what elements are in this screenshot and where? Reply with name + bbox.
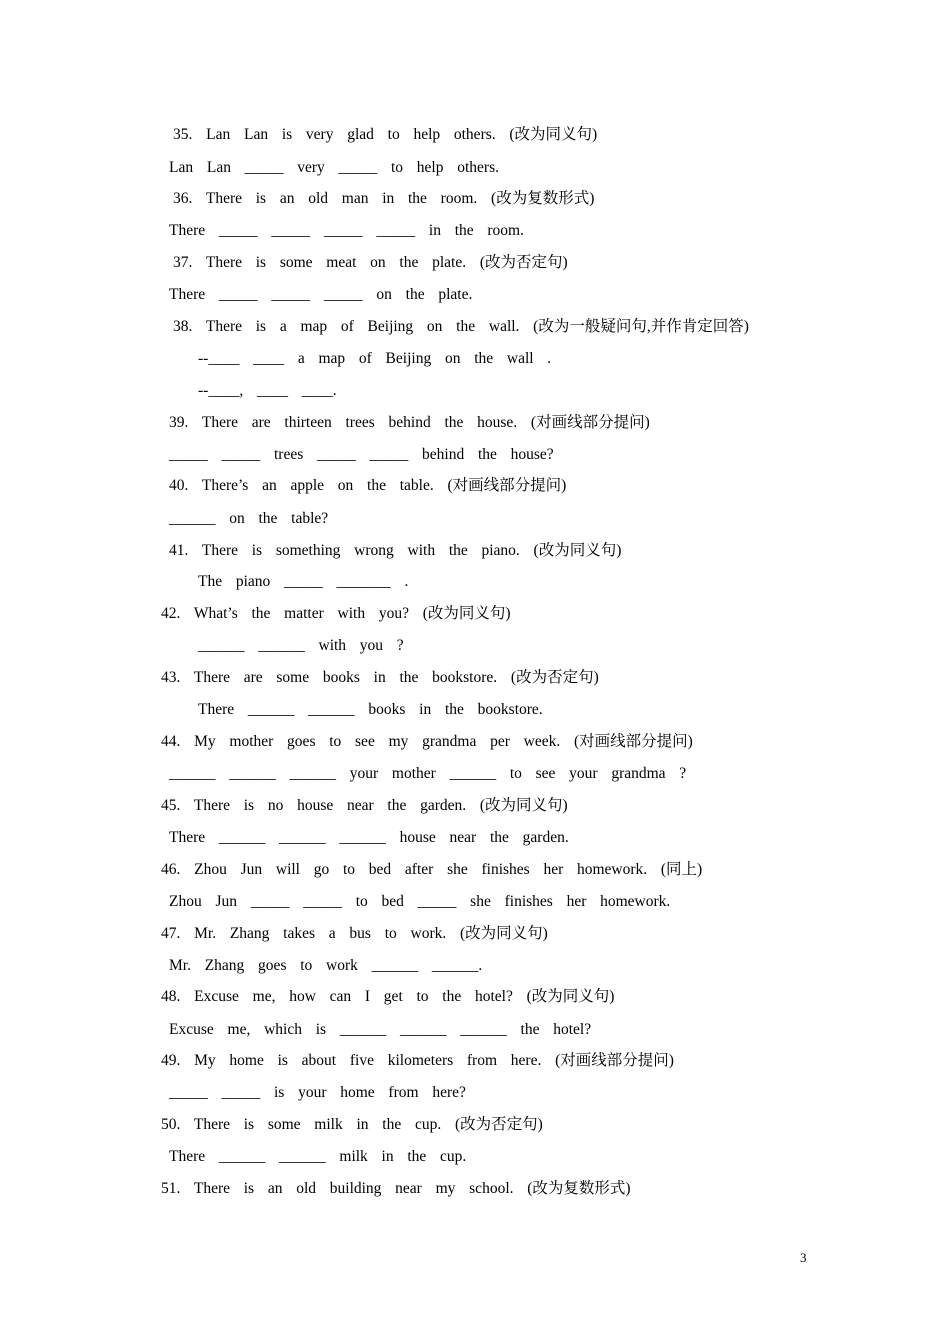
answer-46: Zhou Jun _____ _____ to bed _____ she finishes her homework. (169, 893, 671, 910)
answer-36: There _____ _____ _____ _____ in the room. (169, 222, 524, 239)
question-51: 51. There is an old building near my school. (改为复数形式) (161, 1180, 631, 1197)
question-48: 48. Excuse me, how can I get to the hotel? (改为同义句) (161, 988, 615, 1005)
question-46: 46. Zhou Jun will go to bed after she finishes her homework. (同上) (161, 861, 703, 878)
answer-42: ______ ______ with you ? (198, 637, 404, 654)
answer-45: There ______ ______ ______ house near the garden. (169, 829, 569, 846)
answer-37: There _____ _____ _____ on the plate. (169, 286, 473, 303)
answer-50: There ______ ______ milk in the cup. (169, 1148, 467, 1165)
answer-35: Lan Lan _____ very _____ to help others. (169, 159, 499, 176)
question-45: 45. There is no house near the garden. (改为同义句) (161, 797, 568, 814)
answer-38-reply: --____, ____ ____. (198, 382, 337, 399)
page-number: 3 (800, 1250, 807, 1265)
question-44: 44. My mother goes to see my grandma per week. (对画线部分提问) (161, 733, 693, 750)
question-40: 40. There’s an apple on the table. (对画线部分提问) (169, 477, 567, 494)
question-43: 43. There are some books in the bookstore. (改为否定句) (161, 669, 599, 686)
question-39: 39. There are thirteen trees behind the house. (对画线部分提问) (169, 414, 650, 431)
answer-49: _____ _____ is your home from here? (169, 1084, 466, 1101)
question-42: 42. What’s the matter with you? (改为同义句) (161, 605, 511, 622)
question-38: 38. There is a map of Beijing on the wall. (改为一般疑问句,并作肯定回答) (173, 318, 749, 335)
question-35: 35. Lan Lan is very glad to help others. (改为同义句) (173, 126, 598, 143)
answer-41: The piano _____ _______ . (198, 573, 409, 590)
answer-47: Mr. Zhang goes to work ______ ______. (169, 957, 483, 974)
answer-44: ______ ______ ______ your mother ______ to see your grandma ? (169, 765, 687, 782)
answer-43: There ______ ______ books in the bookstore. (198, 701, 543, 718)
answer-38-question: --____ ____ a map of Beijing on the wall . (198, 350, 552, 367)
question-37: 37. There is some meat on the plate. (改为否定句) (173, 254, 568, 271)
question-49: 49. My home is about five kilometers from here. (对画线部分提问) (161, 1052, 674, 1069)
question-47: 47. Mr. Zhang takes a bus to work. (改为同义句) (161, 925, 548, 942)
answer-39: _____ _____ trees _____ _____ behind the house? (169, 446, 554, 463)
question-36: 36. There is an old man in the room. (改为复数形式) (173, 190, 595, 207)
question-50: 50. There is some milk in the cup. (改为否定句) (161, 1116, 543, 1133)
answer-48: Excuse me, which is ______ ______ ______ the hotel? (169, 1021, 592, 1038)
question-41: 41. There is something wrong with the piano. (改为同义句) (169, 542, 622, 559)
answer-40: ______ on the table? (169, 510, 329, 527)
